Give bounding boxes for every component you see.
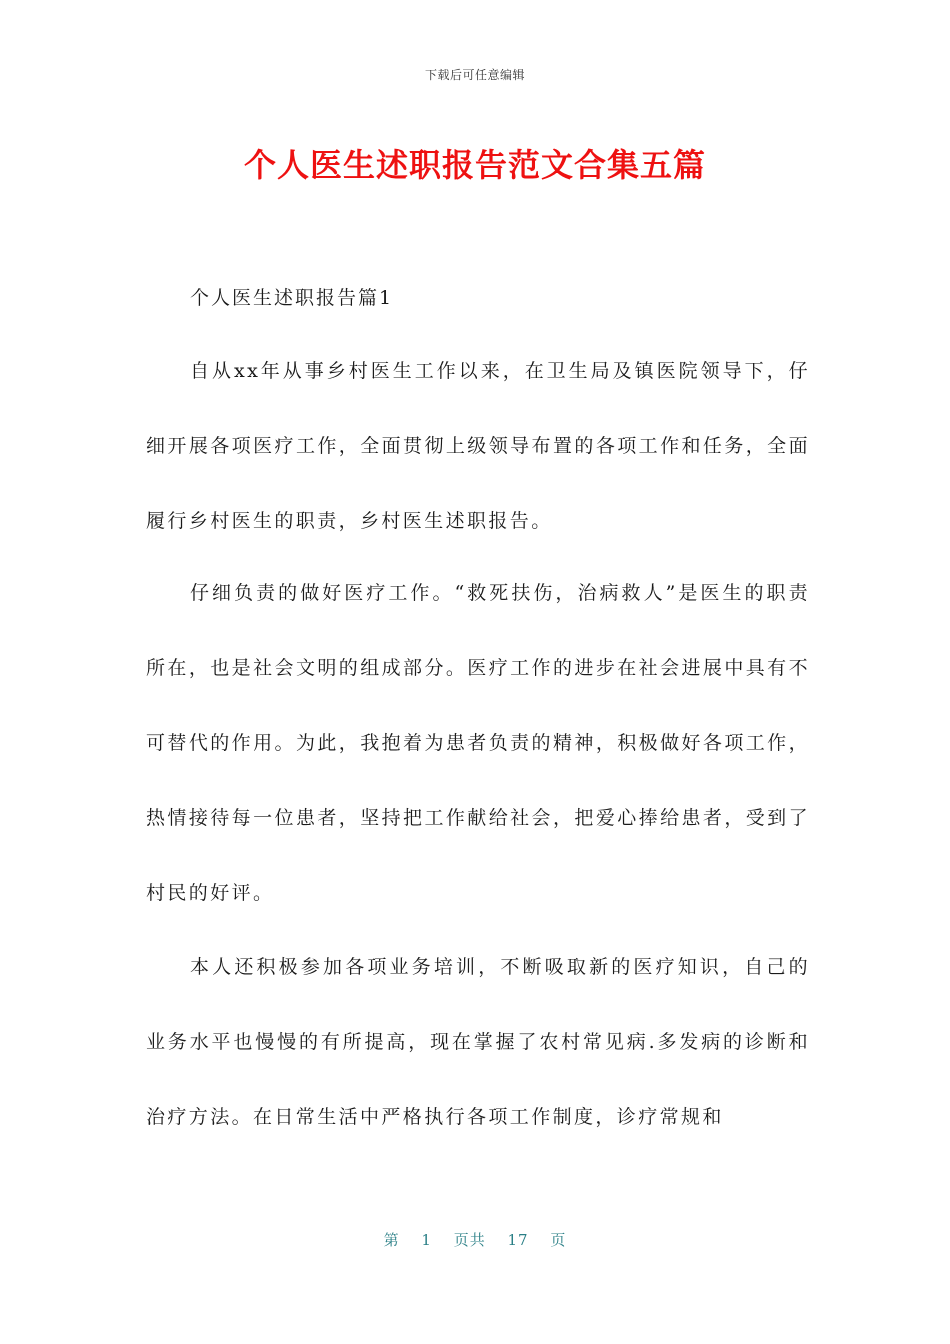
header-note: 下载后可任意编辑 bbox=[424, 68, 525, 82]
total-pages: 17 bbox=[507, 1231, 529, 1249]
page-of-label: 页共 bbox=[453, 1231, 486, 1249]
document-title: 个人医生述职报告范文合集五篇 bbox=[243, 146, 706, 184]
paragraph-1: 自从xx年从事乡村医生工作以来，在卫生局及镇医院领导下，仔细开展各项医疗工作，全面贯彻上级领导布置的各项工作和任务，全面履行乡村医生的职责，乡村医生述职报告。 bbox=[146, 360, 810, 532]
page-suffix: 页 bbox=[550, 1231, 567, 1249]
page-number: 1 bbox=[421, 1231, 432, 1249]
paragraph-3: 本人还积极参加各项业务培训，不断吸取新的医疗知识，自己的业务水平也慢慢的有所提高，现在掌握了农村常见病.多发病的诊断和治疗方法。在日常生活中严格执行各项工作制度，诊疗常规和 bbox=[146, 956, 810, 1128]
page-label: 第 bbox=[383, 1231, 400, 1249]
paragraph-2: 仔细负责的做好医疗工作。“救死扶伤，治病救人”是医生的职责所在，也是社会文明的组成部分。医疗工作的进步在社会进展中具有不可替代的作用。为此，我抱着为患者负责的精神，积极做好各项工作，热情接待每一位患者，坚持把工作献给社会，把爱心捧给患者，受到了村民的好评。 bbox=[146, 582, 810, 904]
page-footer bbox=[0, 1229, 950, 1250]
section-heading: 个人医生述职报告篇1 bbox=[190, 287, 394, 309]
